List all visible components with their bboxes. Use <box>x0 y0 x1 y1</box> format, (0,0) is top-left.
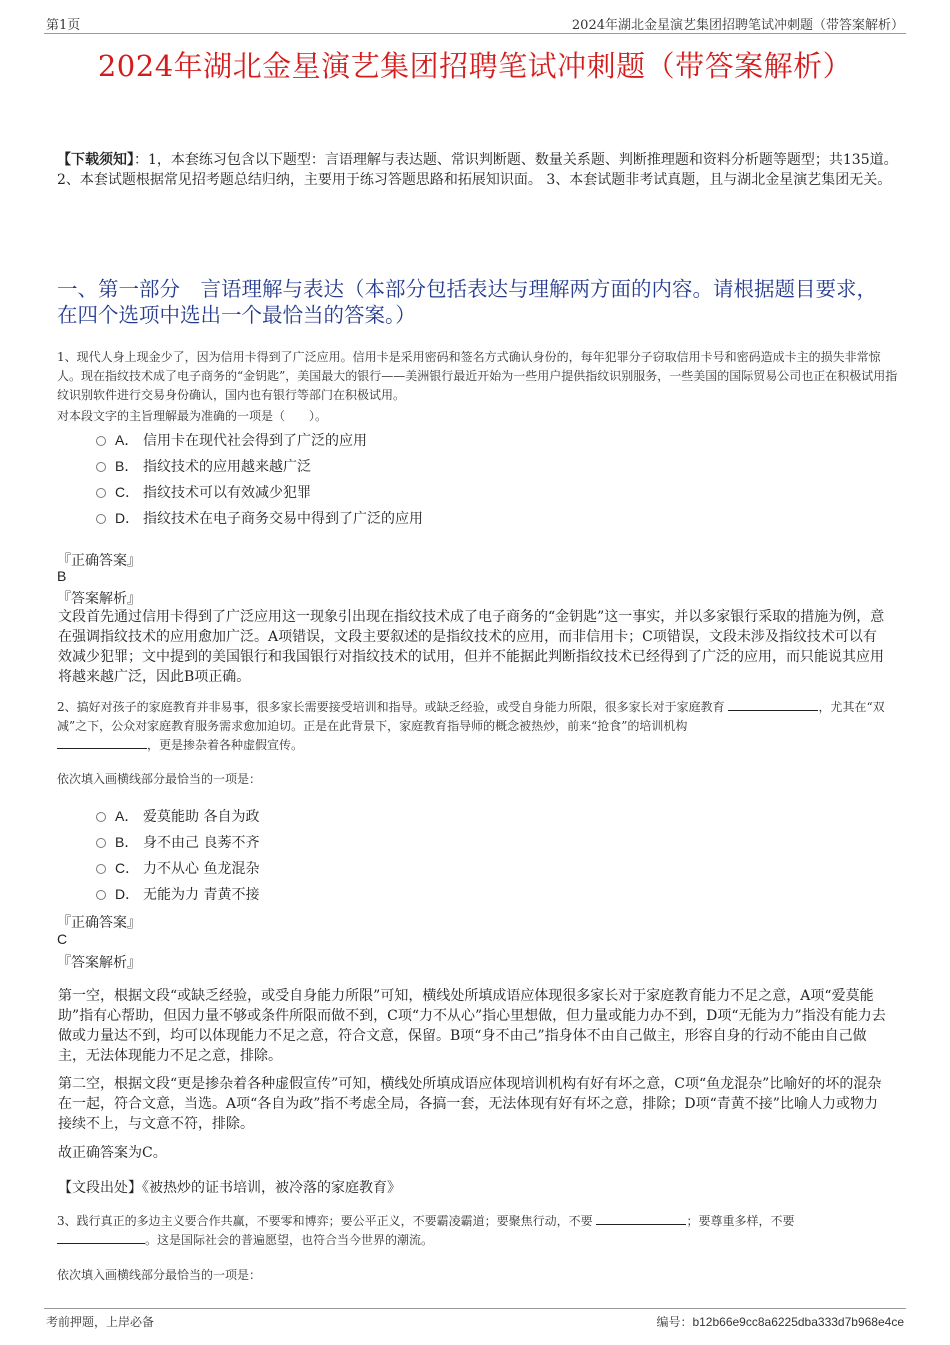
header-doc-title: 2024年湖北金星演艺集团招聘笔试冲刺题（带答案解析） <box>571 18 904 33</box>
q2-option-c[interactable]: C． 力不从心 鱼龙混杂 <box>96 858 259 878</box>
radio-icon[interactable] <box>96 488 106 498</box>
q1-option-b[interactable]: B． 指纹技术的应用越来越广泛 <box>96 456 311 476</box>
q2-analysis-p3: 故正确答案为C。 <box>58 1145 167 1161</box>
radio-icon[interactable] <box>96 514 106 524</box>
footer-slogan: 考前押题，上岸必备 <box>46 1315 155 1329</box>
q2-stem: 2、搞好对孩子的家庭教育并非易事，很多家长需要接受培训和指导。或缺乏经验，或受自身能力所限，很多家长对于家庭教育 ，尤其在“双减”之下，公众对家庭教育服务需求愈加迫切。正是在此背景下，家庭教育指导师的概念被热炒，前来“抢食”的培训机构 ，更是掺杂着各种虚假宣传。 <box>57 700 885 752</box>
q2-option-a[interactable]: A． 爱莫能助 各自为政 <box>96 806 259 826</box>
q2-source: 【文段出处】《被热炒的证书培训，被冷落的家庭教育》 <box>58 1180 401 1196</box>
q3-prompt: 依次填入画横线部分最恰当的一项是： <box>57 1268 262 1282</box>
radio-icon[interactable] <box>96 864 106 874</box>
download-notice <box>57 150 898 190</box>
q2-answer: C <box>57 931 68 947</box>
q1-analysis-label: 『答案解析』 <box>57 591 141 607</box>
q1-analysis: 文段首先通过信用卡得到了广泛应用这一现象引出现在指纹技术成了电子商务的“金钥匙”这一事实，并以多家银行采取的措施为例，意在强调指纹技术的应用愈加广泛。A项错误，文段主要叙述的是指纹技术的应用，而非信用卡；C项错误，文段未涉及指纹技术可以有效减少犯罪；文中提到的美国银行和我国银行对指纹技术的试用，但并不能据此判断指纹技术已经得到了广泛的应用，而只能说其应用将越来越广泛，因此B项正确。 <box>58 609 885 685</box>
q2-prompt: 依次填入画横线部分最恰当的一项是： <box>57 772 262 786</box>
q1-option-d[interactable]: D． 指纹技术在电子商务交易中得到了广泛的应用 <box>96 508 423 528</box>
radio-icon[interactable] <box>96 838 106 848</box>
q2-analysis-p2: 第二空，根据文段“更是掺杂着各种虚假宣传”可知，横线处所填成语应体现培训机构有好有坏之意，C项“鱼龙混杂”比喻好的坏的混杂在一起，符合文意，当选。A项“各自为政”指不考虑全局，各搞一套，无法体现有好有坏之意，排除；D项“青黄不接”比喻人力或物力接续不上，与文意不符，排除。 <box>58 1076 882 1132</box>
page-title: 2024年湖北金星演艺集团招聘笔试冲刺题（带答案解析） <box>97 49 853 83</box>
fill-blank <box>728 699 818 711</box>
radio-icon[interactable] <box>96 462 106 472</box>
q1-option-a[interactable]: A． 信用卡在现代社会得到了广泛的应用 <box>96 430 367 450</box>
q2-option-b[interactable]: B． 身不由己 良莠不齐 <box>96 832 259 852</box>
fill-blank <box>57 737 147 749</box>
q1-answer-label: 『正确答案』 <box>57 553 141 569</box>
radio-icon[interactable] <box>96 890 106 900</box>
q1-answer: B <box>57 568 67 584</box>
notice-text: ：1，本套练习包含以下题型：言语理解与表达题、常识判断题、数量关系题、判断推理题和资料分析题等题型；共135道。 2、本套试题根据常见招考题总结归纳，主要用于练习答题思路和拓展知识面。 3、本套试题非考试真题，且与湖北金星演艺集团无关。 <box>57 152 898 188</box>
q2-analysis-label: 『答案解析』 <box>57 955 141 971</box>
q1-option-c[interactable]: C． 指纹技术可以有效减少犯罪 <box>96 482 311 502</box>
section-heading: 一、第一部分 言语理解与表达（本部分包括表达与理解两方面的内容。请根据题目要求，在四个选项中选出一个最恰当的答案。） <box>57 277 877 327</box>
q1-prompt: 对本段文字的主旨理解最为准确的一项是（ ）。 <box>57 409 328 423</box>
q2-analysis-p1: 第一空，根据文段“或缺乏经验，或受自身能力所限”可知，横线处所填成语应体现很多家长对于家庭教育能力不足之意，A项“爱莫能助”指有心帮助，但因力量不够或条件所限而做不到，C项“力不从心”指心里想做，但力量或能力办不到，D项“无能为力”指没有能力去做或力量达不到，均可以体现能力不足之意，符合文意，保留。B项“身不由己”指身体不由自己做主，形容自身的行动不能由自己做主，无法体现能力不足之意，排除。 <box>58 988 886 1064</box>
footer-divider <box>44 1308 906 1309</box>
header-divider <box>44 33 906 34</box>
q1-stem: 1、现代人身上现金少了，因为信用卡得到了广泛应用。信用卡是采用密码和签名方式确认身份的，每年犯罪分子窃取信用卡号和密码造成卡主的损失非常惊人。现在指纹技术成了电子商务的“金钥匙”，美国最大的银行——美洲银行最近开始为一些用户提供指纹识别服务，一些美国的国际贸易公司也正在积极试用指纹识别软件进行交易身份确认，国内也有银行等部门在积极试用。 <box>57 350 898 402</box>
fill-blank <box>596 1213 686 1225</box>
q2-option-d[interactable]: D． 无能为力 青黄不接 <box>96 884 259 904</box>
page-number: 第1页 <box>46 18 81 33</box>
footer-code: 编号：b12b66e9cc8a6225dba333d7b968e4ce <box>656 1315 904 1329</box>
radio-icon[interactable] <box>96 436 106 446</box>
q3-stem: 3、践行真正的多边主义要合作共赢，不要零和博弈；要公平正义，不要霸凌霸道；要聚焦行动，不要 ；要尊重多样，不要 。这是国际社会的普遍愿望，也符合当今世界的潮流。 <box>57 1214 795 1247</box>
radio-icon[interactable] <box>96 812 106 822</box>
q2-answer-label: 『正确答案』 <box>57 915 141 931</box>
fill-blank <box>57 1232 145 1244</box>
notice-label: 【下载须知】 <box>57 152 134 168</box>
